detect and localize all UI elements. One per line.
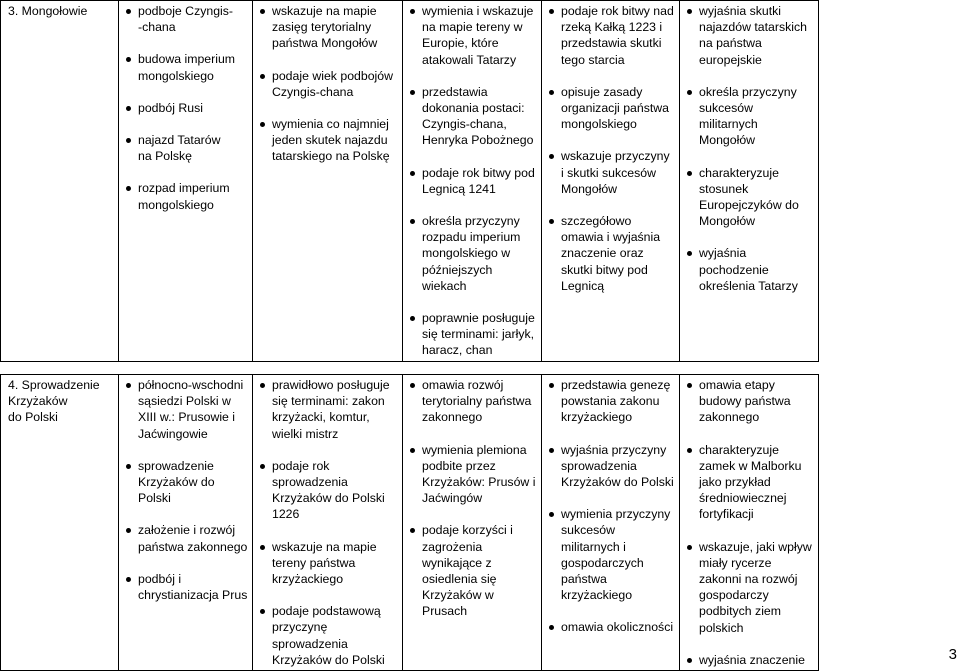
list-item: wyjaśnia znaczenie bbox=[687, 652, 814, 668]
list-item: wyjaśnia przyczyny sprowadzenia Krzyżaków do Polski bbox=[549, 442, 675, 491]
list-item: rozpad imperium mongolskiego bbox=[126, 180, 248, 212]
list-item: podaje korzyści i zagrożenia wynikające z osiedlenia się Krzyżaków w Prusach bbox=[410, 522, 537, 619]
requirements-list bbox=[687, 3, 814, 294]
list-item: wyjaśnia skutki najazdów tatarskich na państwa europejskie bbox=[687, 3, 814, 68]
grade-column-dostateczna bbox=[403, 1, 542, 362]
list-item: określa przyczyny rozpadu imperium mongolskiego w późniejszych wiekach bbox=[410, 213, 537, 294]
list-item: wymienia przyczyny sukcesów militarnych i gospodarczych państwa krzyżackiego bbox=[549, 506, 675, 603]
list-item: wymienia co najmniej jeden skutek najazdu tatarskiego na Polskę bbox=[260, 116, 398, 165]
list-item: podbój Rusi bbox=[126, 100, 248, 116]
list-item: najazd Tatarów na Polskę bbox=[126, 132, 248, 164]
grade-column-dobra bbox=[542, 375, 680, 671]
list-item: przedstawia dokonania postaci: Czyngis-chana, Henryka Pobożnego bbox=[410, 84, 537, 149]
list-item: podboje Czyngis- -chana bbox=[126, 3, 248, 35]
list-item: podaje wiek podbojów Czyngis-chana bbox=[260, 68, 398, 100]
content-column bbox=[119, 1, 253, 362]
list-item: podaje rok sprowadzenia Krzyżaków do Polski 1226 bbox=[260, 458, 398, 523]
grade-column-dostateczna bbox=[403, 375, 542, 671]
list-item: sprowadzenie Krzyżaków do Polski bbox=[126, 458, 248, 507]
list-item: opisuje zasady organizacji państwa mongolskiego bbox=[549, 84, 675, 133]
list-item: wskazuje przyczyny i skutki sukcesów Mongołów bbox=[549, 148, 675, 197]
grade-column-bardzo-dobra bbox=[680, 375, 819, 671]
requirements-list bbox=[260, 3, 398, 165]
topic-cell: 3. Mongołowie bbox=[1, 1, 119, 362]
requirements-list bbox=[410, 377, 537, 620]
list-item: omawia etapy budowy państwa zakonnego bbox=[687, 377, 814, 426]
content-column bbox=[119, 375, 253, 671]
list-item: określa przyczyny sukcesów militarnych Mongołów bbox=[687, 84, 814, 149]
table-teutonic-knights bbox=[0, 374, 959, 671]
list-item: charakteryzuje zamek w Malborku jako przykład średniowiecznej fortyfikacji bbox=[687, 442, 814, 523]
requirements-list bbox=[687, 377, 814, 668]
list-item: omawia rozwój terytorialny państwa zakonnego bbox=[410, 377, 537, 426]
grade-column-bardzo-dobra bbox=[680, 1, 819, 362]
list-item: prawidłowo posługuje się terminami: zakon krzyżacki, komtur, wielki mistrz bbox=[260, 377, 398, 442]
requirements-list bbox=[260, 377, 398, 668]
requirements-list bbox=[549, 377, 675, 636]
list-item: północno-wschodni sąsiedzi Polski w XIII w.: Prusowie i Jaćwingowie bbox=[126, 377, 248, 442]
list-item: budowa imperium mongolskiego bbox=[126, 51, 248, 83]
list-item: wymienia plemiona podbite przez Krzyżaków: Prusów i Jaćwingów bbox=[410, 442, 537, 507]
list-item: podaje rok bitwy nad rzeką Kałką 1223 i przedstawia skutki tego starcia bbox=[549, 3, 675, 68]
content-list bbox=[126, 377, 248, 603]
list-item: szczegółowo omawia i wyjaśnia znaczenie oraz skutki bitwy pod Legnicą bbox=[549, 213, 675, 294]
list-item: podaje rok bitwy pod Legnicą 1241 bbox=[410, 165, 537, 197]
list-item: wyjaśnia pochodzenie określenia Tatarzy bbox=[687, 245, 814, 294]
list-item: przedstawia genezę powstania zakonu krzyżackiego bbox=[549, 377, 675, 426]
requirements-list bbox=[410, 3, 537, 359]
grade-column-dobra bbox=[542, 1, 680, 362]
list-item: omawia okoliczności bbox=[549, 619, 675, 635]
list-item: podaje podstawową przyczynę sprowadzenia Krzyżaków do Polski bbox=[260, 603, 398, 668]
topic-cell: 4. Sprowadzenie Krzyżaków do Polski bbox=[1, 375, 119, 671]
list-item: wskazuje na mapie zasięg terytorialny państwa Mongołów bbox=[260, 3, 398, 52]
content-list bbox=[126, 3, 248, 213]
list-item: charakteryzuje stosunek Europejczyków do Mongołów bbox=[687, 165, 814, 230]
list-item: poprawnie posługuje się terminami: jarłyk, haracz, chan bbox=[410, 310, 537, 359]
page-number: 3 bbox=[948, 646, 957, 663]
list-item: podbój i chrystianizacja Prus bbox=[126, 571, 248, 603]
requirements-list bbox=[549, 3, 675, 294]
list-item: wymienia i wskazuje na mapie tereny w Europie, które atakowali Tatarzy bbox=[410, 3, 537, 68]
grade-column-dopuszczajaca bbox=[253, 375, 403, 671]
grade-column-dopuszczajaca bbox=[253, 1, 403, 362]
list-item: założenie i rozwój państwa zakonnego bbox=[126, 522, 248, 554]
list-item: wskazuje, jaki wpływ miały rycerze zakonni na rozwój gospodarczy podbitych ziem polskich bbox=[687, 539, 814, 636]
list-item: wskazuje na mapie tereny państwa krzyżackiego bbox=[260, 539, 398, 588]
